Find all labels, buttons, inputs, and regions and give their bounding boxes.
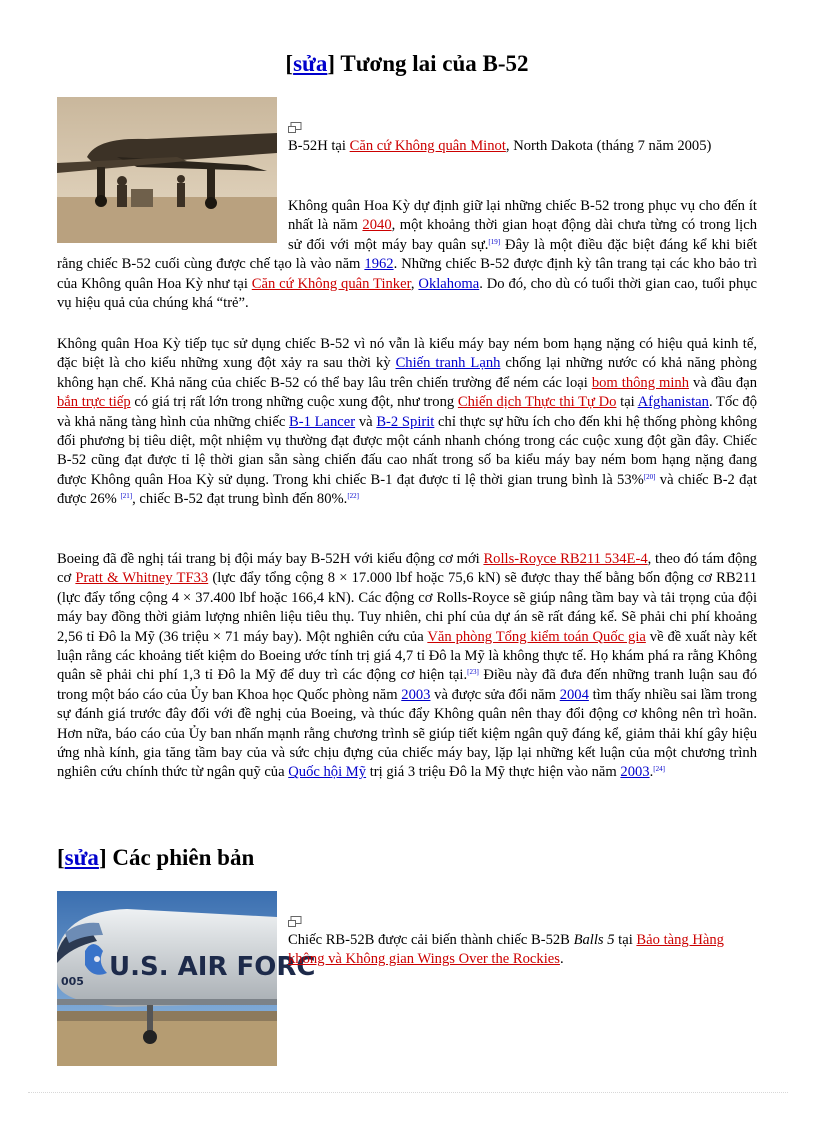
section-title: Tương lai của B-52 [340,51,529,76]
rb52b-photo [57,891,316,1066]
text: . [649,764,654,781]
reference-20[interactable]: [20] [643,472,656,481]
section-heading-variants: [sửa] Các phiên bản [57,845,255,870]
text: tìm thấy nhiều sai lầm trong sự đánh giá trước đây đối với đề nghị của Boeing, và thúc đẩy Không quân nên thay đổi động cơ không nên trì hoãn. Hơn nữa, báo cáo của Ủy ban nhấn mạnh rằng chương trình sẽ giúp tiết kiệm ngân quỹ đáng kể, giảm thải khí gây hiệu ứng nhà kính, gia tăng tầm bay của và sức chịu đựng của chiếc máy bay, lặp lại những kết luận của một chương trình nghiên cứu chính thức từ ngân quỹ của [57,686,757,781]
text: Đây là một điều đặc biệt đáng kể khi biết rằng chiếc B-52 cuối cùng được chế tạo là vào năm [57,236,758,273]
caption-text-end: . [559,951,564,968]
text: Boeing đã đề nghị tái trang bị đội máy bay B-52H với kiểu động cơ mới [57,551,484,567]
fuselage-lettering: U.S. AIR FORC [109,952,316,982]
text: Không quân Hoa Kỳ dự định giữ lại những chiếc B-52 trong phục vụ cho đến ít nhất là năm [288,198,757,234]
link-2004[interactable]: 2004 [559,686,589,703]
page-divider [28,1092,788,1093]
link-b1-lancer[interactable]: B-1 Lancer [289,413,356,430]
section-heading-future: [sửa] Tương lai của B-52 [285,51,529,76]
magnify-icon[interactable] [288,121,757,137]
caption-text: Chiếc RB-52B được cải biến thành chiếc B-52B [288,932,574,948]
text: có giá trị rất lớn trong những cuộc xung đột, như trong [130,394,458,411]
text: chỉ thực sự hữu ích cho đến khi hệ thống phòng không đối phương bị tiêu diệt, một nhiệm vụ thường đạt được một cánh nhanh chóng trong các cuộc xung đột gần đây. Chiếc B-52 cũng đạt được tỉ lệ thời gian sẵn sàng chiến đấu cao nhất trong số ba kiểu máy bay ném bom hạng nặng đang được Không quân Hoa Kỳ sử dụng. Trong khi chiếc B-1 đạt được tỉ lệ thời gian trung bình là 53% [57,413,758,488]
text: tại [616,394,638,411]
caption-text-end: , North Dakota (tháng 7 năm 2005) [505,138,712,154]
link-2003[interactable]: 2003 [401,686,431,703]
reference-22[interactable]: [22] [347,492,360,501]
b52-museum-image [57,891,316,1066]
text: (lực đẩy tổng cộng 8 × 17.000 lbf hoặc 75,6 kN) sẽ được thay thế bằng bốn động cơ RB211 (lực đẩy tổng cộng 4 × 37.400 lbf hoặc 166,4 kN). Các động cơ Rolls-Royce sẽ giúp nâng tầm bay và tải trọng của đội máy bay đồng thời giảm lượng nhiên liệu tiêu thụ. Tuy nhiên, chi phí của dự án sẽ rất đáng kể. Sẽ phải chi phí khoảng 2,56 tỉ Đô la Mỹ (36 triệu × 71 máy bay). Một nghiên cứu của [57,570,757,645]
link-us-congress[interactable]: Quốc hội Mỹ [288,764,367,781]
paragraph [57,550,757,783]
text: Điều này đã đưa đến những tranh luận sau đó trong một báo cáo của Ủy ban Khoa học Quốc phòng năm [57,667,757,703]
caption-link-minot[interactable]: Căn cứ Không quân Minot [349,138,506,154]
link-cold-war[interactable]: Chiến tranh Lạnh [395,355,501,372]
caption-text: B-52H tại [288,138,350,154]
link-oklahoma[interactable]: Oklahoma [418,275,480,292]
text: trị giá 3 triệu Đô la Mỹ thực hiện vào năm [366,764,621,781]
edit-link[interactable]: sửa [293,51,328,76]
link-b2-spirit[interactable]: B-2 Spirit [376,413,435,430]
text: Không quân Hoa Kỳ tiếp tục sử dụng chiếc B-52 vì nó vẫn là kiểu máy bay ném bom hạng nặng có hiệu quả kinh tế, đặc biệt là cho kiểu những xung đột xảy ra sau thời kỳ [57,336,757,372]
text: , theo đó tám động cơ [57,551,757,587]
link-direct-fire[interactable]: bắn trực tiếp [57,394,131,411]
link-1962[interactable]: 1962 [364,256,394,273]
link-gao[interactable]: Văn phòng Tổng kiểm toán Quốc gia [427,628,646,645]
link-afghanistan[interactable]: Afghanistan [637,394,709,411]
link-tinker-afb[interactable]: Căn cứ Không quân Tinker [251,275,411,292]
text: , một khoảng thời gian hoạt động dài chưa từng có trong lịch sử đối với một máy bay quân sự. [288,217,758,253]
caption-italic: Balls 5 [573,932,615,948]
text: , chiếc B-52 đạt trung bình đến 80%. [132,491,348,508]
caption-link-museum[interactable]: Bảo tàng Hàng không và Không gian Wings Over the Rockies [288,932,724,968]
text: . Do đó, cho dù có tuổi thời gian cao, tuổi phục vụ hiệu quả của chúng khá “trẻ”. [57,275,758,312]
link-pratt-whitney-tf33[interactable]: Pratt & Whitney TF33 [75,570,209,587]
reference-21[interactable]: [21] [120,492,133,501]
image-caption [288,915,757,970]
magnify-icon[interactable] [288,915,757,931]
link-2040[interactable]: 2040 [362,217,392,234]
image-caption [288,121,757,156]
text: và đầu đạn [689,374,757,391]
edit-link[interactable]: sửa [64,845,99,870]
tail-number-lettering: 005 [61,975,84,988]
caption-text: tại [614,932,637,948]
link-operation-enduring-freedom[interactable]: Chiến dịch Thực thi Tự Do [457,394,617,411]
section-title: Các phiên bản [112,845,255,870]
text: và được sửa đổi năm [430,686,560,703]
reference-19[interactable]: [19] [488,237,501,246]
text: . Những chiếc B-52 được định kỳ tân trang tại các kho bảo trì của Không quân Hoa Kỳ như tại [57,256,758,292]
reference-23[interactable]: [23] [467,668,479,677]
text: . Tốc độ và khả năng tàng hình của những chiếc [57,394,758,430]
link-smart-bomb[interactable]: bom thông minh [591,374,690,391]
paragraph [57,197,757,313]
text: và [355,413,377,430]
text: về đề xuất này kết luận rằng các khoảng tiết kiệm do Boeing ước tính trị giá 4,7 tỉ Đô la Mỹ là không thực tế. Họ khám phá ra rằng Không quân sẽ phải chi phí 1,3 tỉ Đô la Mỹ để duy trì các động cơ hiện tại. [57,628,757,684]
link-2003-b[interactable]: 2003 [620,764,650,781]
text: và chiếc B-2 đạt được 26% [57,471,757,508]
reference-24[interactable]: [24] [653,765,665,774]
link-rolls-royce-rb211[interactable]: Rolls-Royce RB211 534E-4 [483,551,648,567]
paragraph [57,335,757,510]
text: chống lại những nước có khả năng phòng không hạn chế. Khả năng của chiếc B-52 có thể bay lâu trên chiến trường để ném các loại [57,355,757,391]
text: , [410,275,419,292]
